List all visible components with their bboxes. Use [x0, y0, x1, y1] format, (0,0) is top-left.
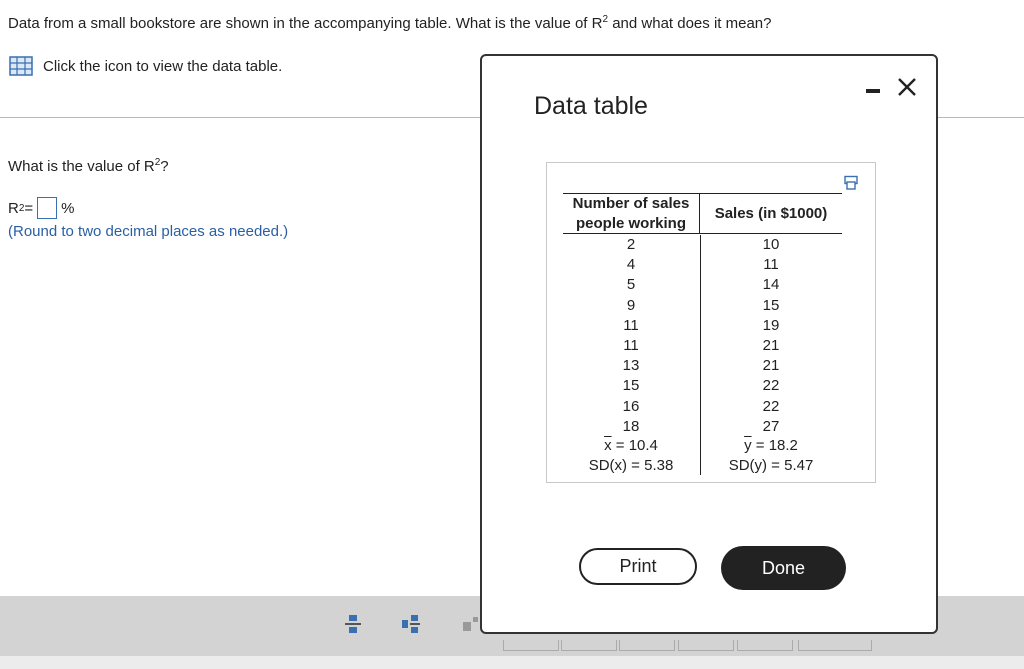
fraction-tool-icon[interactable]: [342, 612, 364, 636]
done-button[interactable]: Done: [721, 546, 846, 590]
question-text-end: and what does it mean?: [608, 15, 772, 32]
y-mean: [700, 436, 842, 456]
percent-sign: %: [61, 199, 75, 217]
table-cell: 11: [623, 336, 639, 354]
answer-equals: =: [24, 199, 34, 217]
x-mean: [563, 436, 699, 456]
dialog-title: Data table: [534, 92, 648, 120]
table-cell: 15: [622, 377, 640, 395]
subquestion-text: [8, 157, 169, 175]
table-cell: 22: [762, 377, 780, 395]
r-squared-input[interactable]: [37, 197, 57, 219]
subquestion-superscript: 2: [154, 157, 161, 168]
subquestion-end: ?: [160, 158, 169, 175]
table-cell: 21: [762, 357, 780, 375]
answer-superscript: 2: [18, 202, 25, 214]
column-sales-people: [563, 235, 699, 437]
column-sales: [700, 235, 842, 437]
table-cell: 22: [762, 397, 780, 415]
table-cell: 21: [762, 336, 780, 354]
table-cell: 18: [622, 417, 640, 435]
view-table-label: Click the icon to view the data table.: [43, 57, 283, 75]
answer-prefix: R: [8, 199, 19, 217]
table-cell: 2: [626, 236, 636, 253]
mixed-number-tool-icon[interactable]: [400, 612, 422, 636]
rounding-note: (Round to two decimal places as needed.): [8, 223, 289, 240]
table-cell: 4: [626, 256, 636, 274]
stats-y: [700, 436, 842, 476]
table-cell: 15: [762, 296, 780, 314]
close-icon[interactable]: [894, 74, 920, 100]
data-table-dialog: [480, 54, 938, 634]
toolbar-tab[interactable]: [561, 640, 617, 651]
x-sd: SD(x) = 5.38: [588, 457, 674, 474]
y-bar-symbol: $\overline{y}$: [744, 437, 752, 454]
header-sales-people: Number of sales people working: [563, 193, 700, 234]
table-cell: 19: [762, 316, 780, 334]
exponent-tool-icon[interactable]: [460, 612, 482, 636]
x-mean-value: = 10.4: [611, 437, 658, 454]
copy-icon[interactable]: [843, 175, 859, 191]
y-sd: SD(y) = 5.47: [728, 457, 814, 474]
header-sales-amount: Sales (in $1000): [700, 193, 842, 234]
table-cell: 11: [623, 316, 639, 334]
toolbar-tab[interactable]: [798, 640, 872, 651]
bottom-strip: [0, 656, 1024, 669]
subquestion-main: What is the value of R: [8, 158, 155, 175]
toolbar-tab[interactable]: [503, 640, 559, 651]
toolbar-tab[interactable]: [619, 640, 675, 651]
toolbar-tab[interactable]: [678, 640, 734, 651]
table-cell: 9: [626, 296, 636, 314]
stats-x: [563, 436, 699, 476]
table-icon[interactable]: [9, 56, 33, 76]
print-button[interactable]: Print: [579, 548, 697, 585]
data-table-container: [546, 162, 876, 483]
y-mean-value: = 18.2: [751, 437, 798, 454]
table-cell: 27: [762, 417, 780, 435]
minimize-icon[interactable]: [862, 76, 886, 100]
view-data-table-link[interactable]: [9, 56, 282, 76]
question-text: [8, 14, 771, 32]
x-bar-symbol: $\overline{x}$: [604, 437, 612, 454]
answer-row: [8, 197, 75, 219]
question-text-main: Data from a small bookstore are shown in the accompanying table. What is the value of R: [8, 15, 603, 32]
question-superscript: 2: [602, 14, 609, 25]
table-cell: 11: [763, 256, 779, 274]
table-cell: 16: [622, 397, 640, 415]
toolbar-tab[interactable]: [737, 640, 793, 651]
table-cell: 10: [762, 236, 780, 253]
table-cell: 5: [626, 276, 636, 294]
table-cell: 14: [762, 276, 780, 294]
table-cell: 13: [622, 357, 640, 375]
